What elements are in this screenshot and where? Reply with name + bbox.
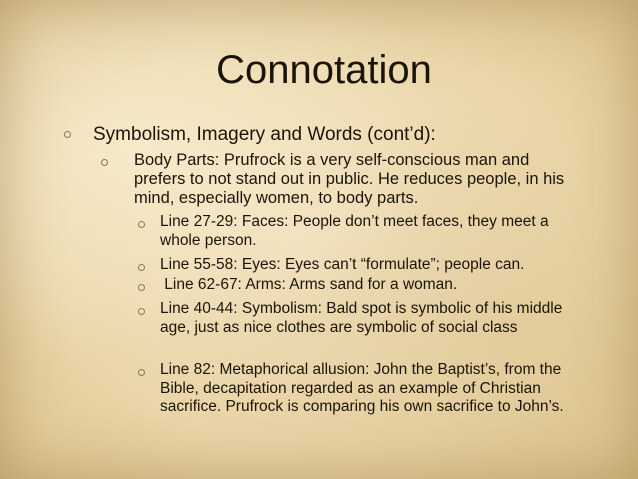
level1-text: Symbolism, Imagery and Words (cont’d): xyxy=(93,124,436,145)
bullet-icon xyxy=(138,284,145,291)
level2-text: Body Parts: Prufrock is a very self-conscious man and prefers to not stand out in public. He reduces people, in his mind, especially women, to body parts. xyxy=(134,151,565,207)
bullet-icon xyxy=(64,131,71,138)
list-item: Line 62-67: Arms: Arms sand for a woman. xyxy=(160,276,458,293)
list-item: Line 40-44: Symbolism: Bald spot is symbolic of his middle age, just as nice clothes are symbolic of social class xyxy=(160,300,563,336)
bullet-icon xyxy=(138,369,145,376)
list-item: Line 55-58: Eyes: Eyes can’t “formulate”; people can. xyxy=(160,256,525,273)
list-item: Line 27-29: Faces: People don’t meet faces, they meet a whole person. xyxy=(160,213,549,249)
bullet-icon xyxy=(138,221,145,228)
bullet-icon xyxy=(101,159,108,166)
bullet-icon xyxy=(138,308,145,315)
list-item: Line 82: Metaphorical allusion: John the Baptist’s, from the Bible, decapitation regarded as an example of Christian sacrifice. Prufrock is comparing his own sacrifice to John’s. xyxy=(160,361,564,415)
slide-title: Connotation xyxy=(216,48,432,92)
bullet-icon xyxy=(138,264,145,271)
